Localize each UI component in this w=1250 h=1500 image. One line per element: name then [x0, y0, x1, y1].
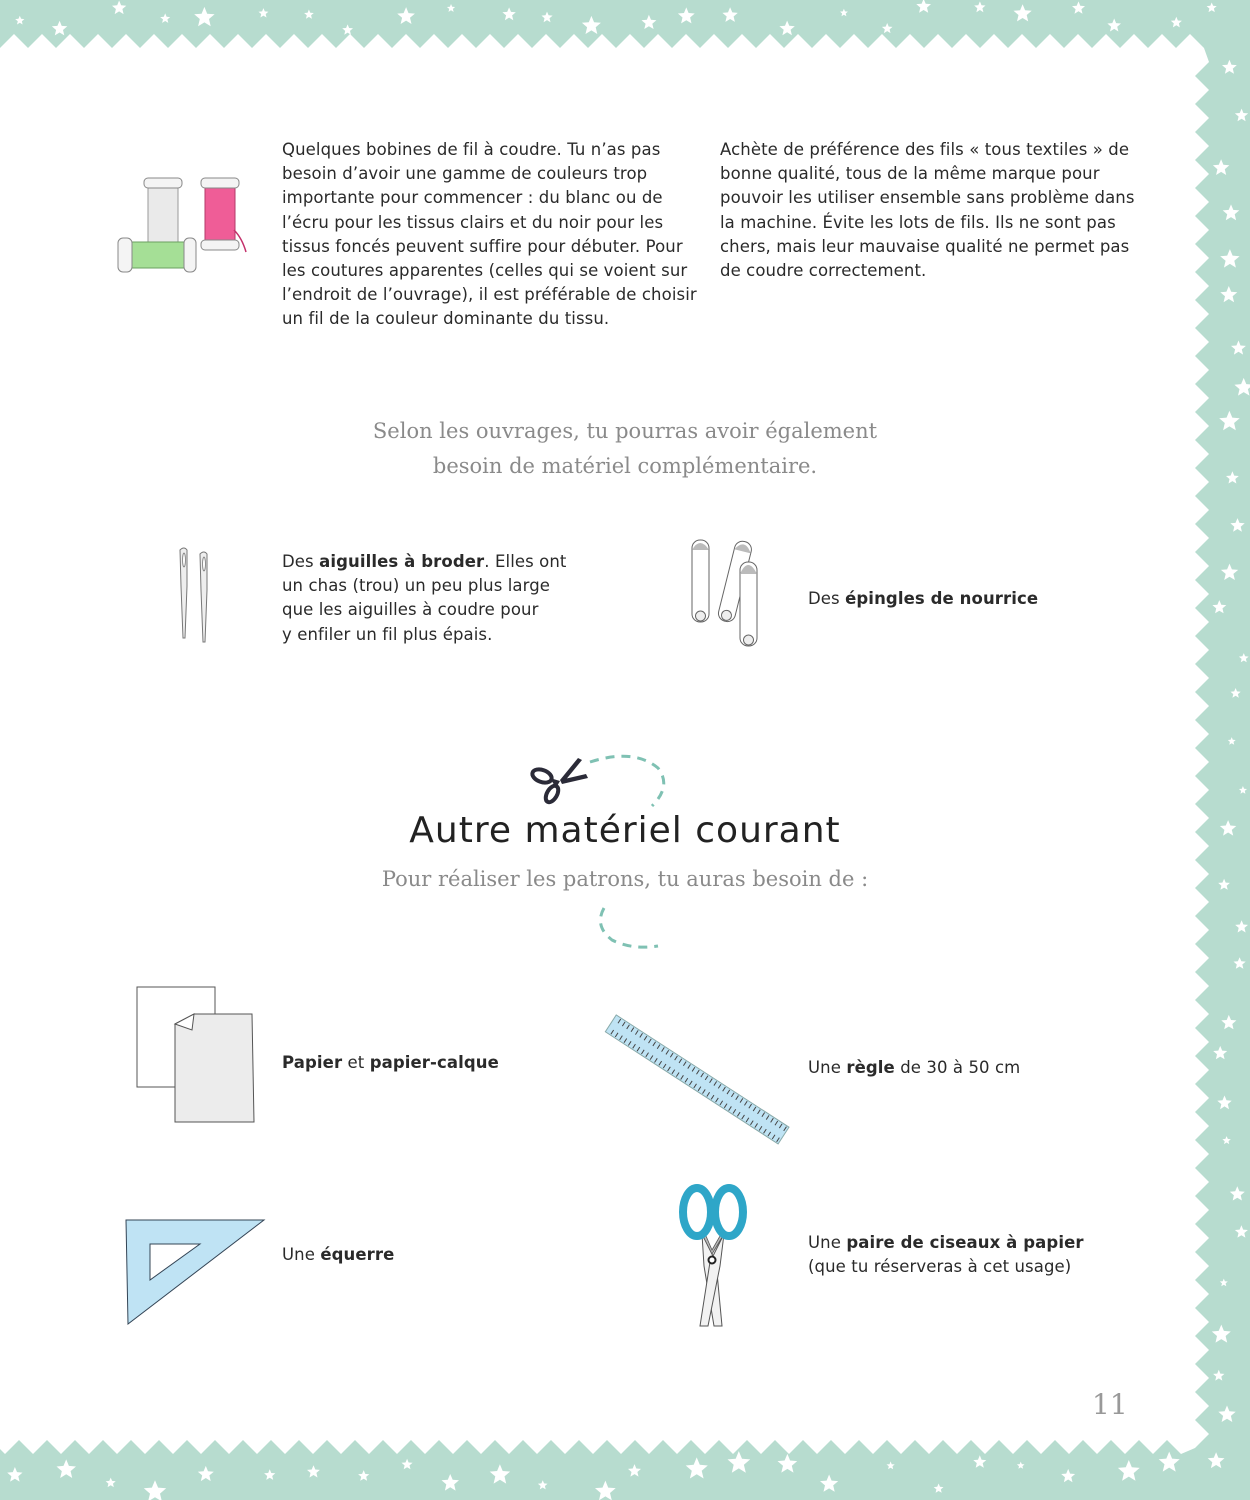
star-icon: [1222, 1136, 1230, 1144]
pins-bold: épingles de nourrice: [845, 589, 1039, 608]
star-icon: [916, 0, 931, 13]
thread-spools-icon: [112, 172, 252, 277]
star-icon: [779, 21, 794, 36]
star-icon: [1218, 1406, 1235, 1423]
star-icon: [778, 1454, 798, 1473]
safety-pins-icon: [688, 538, 764, 650]
star-icon: [582, 16, 601, 34]
star-icon: [442, 1474, 460, 1491]
star-icon: [1208, 1452, 1225, 1468]
star-icon: [1171, 17, 1182, 28]
needles-line-3: que les aiguilles à coudre pour: [282, 600, 539, 620]
star-icon: [1235, 920, 1248, 932]
section-scissors-decoration: [524, 750, 674, 955]
star-icon: [52, 21, 68, 36]
star-icon: [1014, 4, 1032, 21]
star-icon: [1221, 564, 1238, 580]
paper-scissors-icon: [676, 1184, 748, 1332]
star-icon: [1221, 1015, 1236, 1029]
star-icon: [595, 1481, 616, 1500]
star-icon: [1212, 600, 1226, 613]
star-icon: [106, 1478, 116, 1488]
star-icon: [1219, 411, 1240, 431]
star-icon: [820, 1475, 838, 1492]
star-icon: [974, 1, 985, 12]
ruler-bold: règle: [846, 1058, 895, 1077]
star-icon: [628, 1464, 641, 1477]
star-icon: [1231, 688, 1241, 698]
paper-middle: et: [342, 1053, 370, 1072]
star-icon: [1239, 653, 1249, 662]
star-icon: [7, 1467, 22, 1482]
paper-scissors-prefix: Une: [808, 1233, 847, 1252]
threads-text-right: Achète de préférence des fils « tous textiles » de bonne qualité, tous de la même marque pour pouvoir les utiliser ensemble sans problème dans la machine. Évite les lots de fils. Ils ne sont pas chers, mais leur mauvaise qualité ne permet pas de coudre correctement.: [720, 140, 1135, 281]
star-icon: [15, 16, 24, 25]
star-icon: [1231, 341, 1246, 355]
star-icon: [160, 13, 170, 23]
star-icon: [642, 15, 657, 29]
page-number: 11: [1092, 1388, 1128, 1421]
paper-bold-2: papier-calque: [369, 1053, 499, 1072]
needles-text: [282, 550, 602, 647]
star-icon: [678, 7, 695, 23]
square-bold: équerre: [320, 1245, 395, 1264]
threads-text-left: Quelques bobines de fil à coudre. Tu n’as pas besoin d’avoir une gamme de couleurs trop importante pour commencer : du blanc ou de l’écru pour les tissus clairs et du noir pour les tissus foncés peuvent suffire pour débuter. Pour les coutures apparentes (celles qui se voient sur l’endroit de l’ouvrage), il est préférable de choisir un fil de la couleur dominante du tissu.: [282, 140, 697, 329]
star-icon: [840, 9, 848, 17]
star-icon: [1159, 1452, 1180, 1472]
section-subtitle: Pour réaliser les patrons, tu auras besoin de :: [381, 867, 869, 891]
star-icon: [1072, 1, 1085, 13]
star-icon: [112, 1, 126, 15]
star-icon: [1118, 1460, 1140, 1481]
star-icon: [198, 1466, 214, 1481]
star-icon: [144, 1480, 166, 1500]
star-icon: [1235, 109, 1248, 122]
star-icon: [1017, 1462, 1025, 1469]
star-icon: [542, 12, 553, 23]
star-icon: [1226, 471, 1239, 483]
pins-prefix: Des: [808, 589, 846, 608]
star-icon: [194, 7, 214, 26]
star-icon: [1220, 1279, 1228, 1287]
star-icon: [1220, 286, 1237, 302]
star-icon: [728, 1451, 751, 1473]
star-icon: [447, 4, 455, 12]
square-text: [282, 1243, 482, 1267]
needles-rest: . Elles ont: [484, 552, 567, 571]
star-icon: [686, 1457, 708, 1478]
intro-text: [300, 414, 950, 484]
star-icon: [538, 1480, 548, 1489]
paper-sheets-icon: [134, 982, 258, 1126]
star-icon: [1107, 19, 1121, 32]
ruler-icon: [598, 1010, 798, 1150]
paper-scissors-text: [808, 1231, 1128, 1279]
pins-text: [808, 587, 1128, 611]
embroidery-needles-icon: [172, 546, 216, 646]
star-icon: [342, 24, 353, 34]
star-icon: [1061, 1469, 1075, 1482]
star-icon: [934, 1484, 944, 1493]
star-icon: [57, 1459, 77, 1478]
star-icon: [1217, 1096, 1231, 1110]
paper-bold: Papier: [282, 1053, 343, 1072]
star-icon: [1234, 378, 1250, 396]
intro-line-1: Selon les ouvrages, tu pourras avoir également: [372, 419, 878, 443]
ruler-rest: de 30 à 50 cm: [894, 1058, 1021, 1077]
star-icon: [1228, 737, 1236, 745]
star-icon: [1230, 518, 1244, 532]
set-square-icon: [122, 1216, 268, 1328]
needles-line-4: y enfiler un fil plus épais.: [282, 624, 493, 644]
star-icon: [264, 1469, 275, 1480]
star-icon: [1207, 3, 1217, 13]
paper-scissors-bold: paire de ciseaux à papier: [846, 1233, 1084, 1252]
paper-scissors-line-2: (que tu réserveras à cet usage): [808, 1257, 1072, 1277]
section-title: Autre matériel courant: [409, 810, 841, 851]
star-icon: [973, 1455, 986, 1467]
star-icon: [1234, 957, 1246, 969]
star-icon: [1212, 1325, 1231, 1343]
star-icon: [402, 1459, 413, 1470]
star-icon: [397, 7, 415, 24]
scissors-icon: [531, 758, 588, 804]
star-icon: [259, 8, 269, 17]
paper-text: [282, 1051, 562, 1075]
star-icon: [307, 1465, 320, 1477]
star-icon: [887, 1461, 895, 1469]
needles-line-2: un chas (trou) un peu plus large: [282, 576, 551, 596]
star-icon: [304, 10, 314, 19]
star-icon: [1230, 1186, 1245, 1200]
ruler-prefix: Une: [808, 1058, 847, 1077]
star-icon: [722, 7, 737, 22]
square-prefix: Une: [282, 1245, 321, 1264]
needles-bold: aiguilles à broder: [319, 552, 485, 571]
star-icon: [1213, 1370, 1224, 1381]
star-icon: [1239, 786, 1247, 794]
star-icon: [1213, 159, 1229, 175]
star-icon: [1218, 879, 1230, 890]
star-icon: [358, 1470, 369, 1481]
star-icon: [1213, 1046, 1227, 1059]
star-icon: [1220, 249, 1239, 268]
star-icon: [490, 1464, 510, 1483]
star-icon: [882, 23, 893, 33]
star-icon: [1222, 60, 1237, 74]
star-icon: [1235, 1225, 1248, 1237]
ruler-text: [808, 1056, 1108, 1080]
needles-prefix: Des: [282, 552, 320, 571]
star-icon: [1220, 820, 1236, 836]
intro-line-2: besoin de matériel complémentaire.: [432, 454, 818, 478]
star-icon: [502, 7, 515, 20]
star-icon: [1223, 204, 1240, 220]
